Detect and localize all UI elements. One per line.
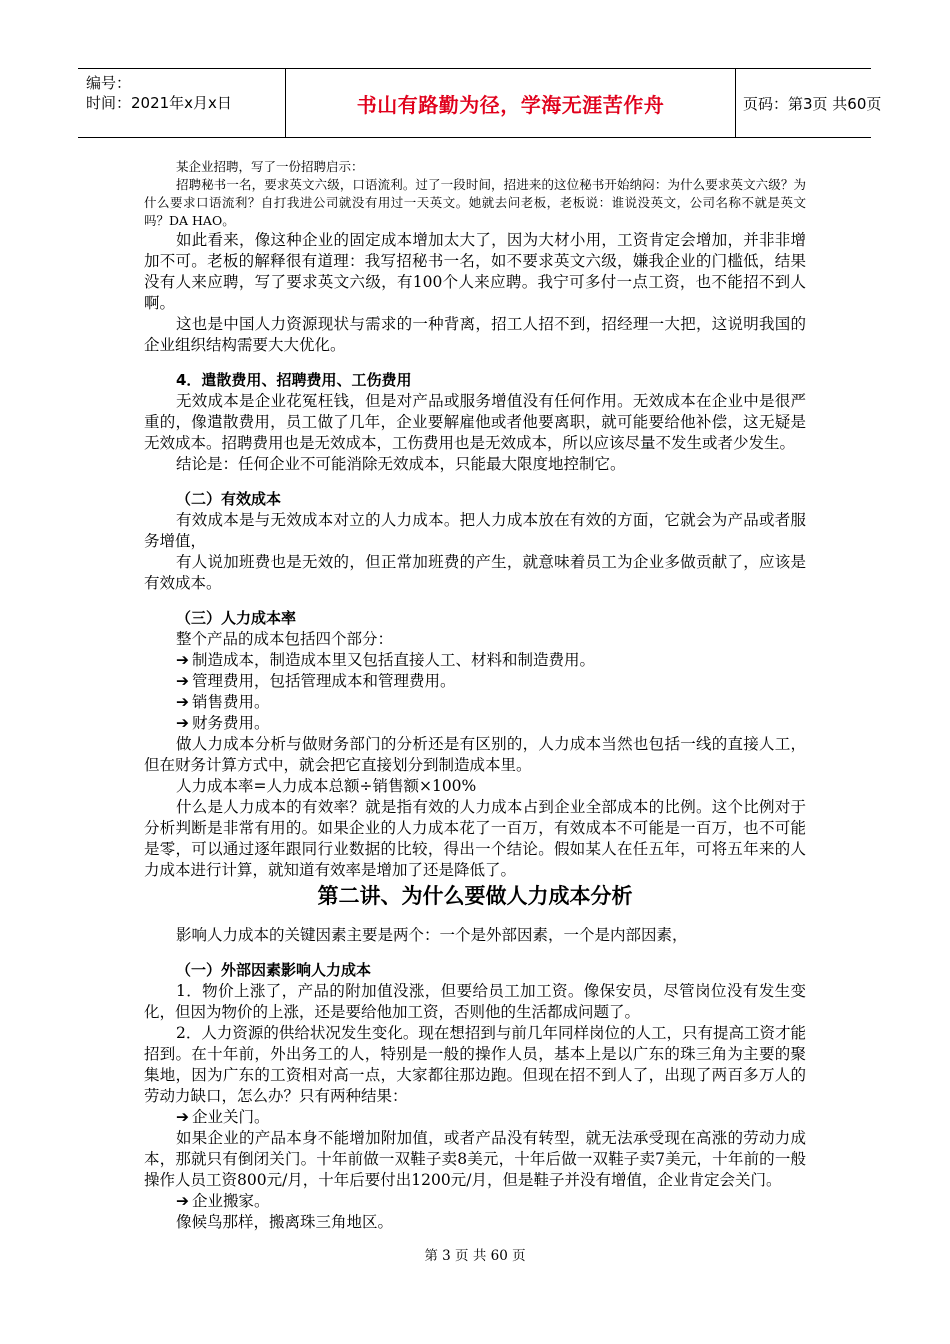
arrow-icon: ➔ bbox=[176, 1108, 189, 1126]
paragraph: 如果企业的产品本身不能增加附加值，或者产品没有转型，就无法承受现在高涨的劳动力成本，那就只有倒闭关门。十年前做一双鞋子卖8美元，十年后做一双鞋子卖7美元，十年前的一般操作人员工资800元/月，十年后要付出1200元/月，但是鞋子并没有增值，企业肯定会关门。 bbox=[144, 1129, 806, 1189]
header-page-label: 页码：第3页 共60页 bbox=[743, 94, 882, 113]
lecture-title: 第二讲、为什么要做人力成本分析 bbox=[317, 884, 633, 908]
paragraph: 有效成本是与无效成本对立的人力成本。把人力成本放在有效的方面，它就会为产品或者服务增值， bbox=[144, 511, 806, 550]
paragraph: 有人说加班费也是无效的，但正常加班费的产生，就意味着员工为企业多做贡献了，应该是有效成本。 bbox=[144, 553, 806, 592]
arrow-icon: ➔ bbox=[176, 651, 189, 669]
document-number-label: 编号： bbox=[86, 74, 132, 92]
arrow-icon: ➔ bbox=[176, 672, 189, 690]
paragraph: 整个产品的成本包括四个部分： bbox=[176, 630, 394, 648]
document-time-label: 时间：2021年x月x日 bbox=[86, 94, 232, 112]
section-heading: （一）外部因素影响人力成本 bbox=[176, 961, 372, 979]
paragraph: 如此看来，像这种企业的固定成本增加太大了，因为大材小用，工资肯定会增加，并非非增加不可。老板的解释很有道理：我写招秘书一名，如不要求英文六级，嫌我企业的门槛低，结果没有人来应聘，写了要求英文六级，有100个人来应聘。我宁可多付一点工资，也不能招不到人啊。 bbox=[144, 231, 806, 312]
list-item: ➔ 企业搬家。 bbox=[176, 1192, 270, 1210]
document-body bbox=[144, 158, 806, 1233]
paragraph: 无效成本是企业花冤枉钱，但是对产品或服务增值没有任何作用。无效成本在企业中是很严重的，像遣散费用，员工做了几年，企业要解雇他或者他要离职，就可能要给他补偿，这无疑是无效成本。招聘费用也是无效成本，工伤费用也是无效成本，所以应该尽量不发生或者少发生。 bbox=[144, 392, 806, 452]
arrow-icon: ➔ bbox=[176, 714, 189, 732]
page-footer: 第 3 页 共 60 页 bbox=[424, 1248, 526, 1264]
formula: 人力成本率=人力成本总额÷销售额×100% bbox=[176, 777, 477, 795]
arrow-icon: ➔ bbox=[176, 693, 189, 711]
list-item: ➔ 销售费用。 bbox=[176, 693, 270, 711]
paragraph: 结论是：任何企业不可能消除无效成本，只能最大限度地控制它。 bbox=[176, 455, 626, 473]
section-heading: （二）有效成本 bbox=[176, 490, 282, 508]
paragraph: 什么是人力成本的有效率？就是指有效的人力成本占到企业全部成本的比例。这个比例对于分析判断是非常有用的。如果企业的人力成本花了一百万，有效成本不可能是一百万，也不可能是零，可以通过逐年跟同行业数据的比较，得出一个结论。假如某人在任五年，可将五年来的人力成本进行计算，就知道有效率是增加了还是降低了。 bbox=[144, 798, 806, 879]
paragraph: 影响人力成本的关键因素主要是两个：一个是外部因素，一个是内部因素， bbox=[176, 926, 688, 944]
paragraph: 做人力成本分析与做财务部门的分析还是有区别的，人力成本当然也包括一线的直接人工，但在财务计算方式中，就会把它直接划分到制造成本里。 bbox=[144, 735, 806, 774]
header-meta bbox=[78, 69, 285, 137]
list-item: ➔ 财务费用。 bbox=[176, 714, 270, 732]
section-heading: 4．遣散费用、招聘费用、工伤费用 bbox=[176, 371, 412, 389]
paragraph: 某企业招聘，写了一份招聘启示： bbox=[176, 159, 364, 174]
paragraph: 像候鸟那样，搬离珠三角地区。 bbox=[176, 1213, 394, 1231]
paragraph: 2．人力资源的供给状况发生变化。现在想招到与前几年同样岗位的人工，只有提高工资才能招到。在十年前，外出务工的人，特别是一般的操作人员，基本上是以广东的珠三角为主要的聚集地，因为广东的工资相对高一点，大家都往那边跑。但现在招不到人了，出现了两百多万人的劳动力缺口，怎么办？只有两种结果： bbox=[144, 1024, 806, 1105]
paragraph: 这也是中国人力资源现状与需求的一种背离，招工人招不到，招经理一大把，这说明我国的企业组织结构需要大大优化。 bbox=[144, 315, 806, 354]
list-item: ➔ 企业关门。 bbox=[176, 1108, 270, 1126]
page-header bbox=[78, 68, 882, 138]
list-item: ➔ 制造成本，制造成本里又包括直接人工、材料和制造费用。 bbox=[176, 651, 596, 669]
paragraph: 招聘秘书一名，要求英文六级，口语流利。过了一段时间，招进来的这位秘书开始纳闷：为什么要求英文六级？为什么要求口语流利？自打我进公司就没有用过一天英文。她就去问老板，老板说：谁说没英文，公司名称不就是英文吗？DA HAO。 bbox=[144, 177, 806, 228]
arrow-icon: ➔ bbox=[176, 1192, 189, 1210]
list-item: ➔ 管理费用，包括管理成本和管理费用。 bbox=[176, 672, 456, 690]
header-motto: 书山有路勤为径，学海无涯苦作舟 bbox=[356, 92, 665, 117]
section-heading: （三）人力成本率 bbox=[176, 609, 297, 627]
header-motto-cell bbox=[285, 69, 736, 137]
paragraph: 1．物价上涨了，产品的附加值没涨，但要给员工加工资。像保安员，尽管岗位没有发生变化，但因为物价的上涨，还是要给他加工资，否则他的生活都成问题了。 bbox=[144, 982, 806, 1021]
